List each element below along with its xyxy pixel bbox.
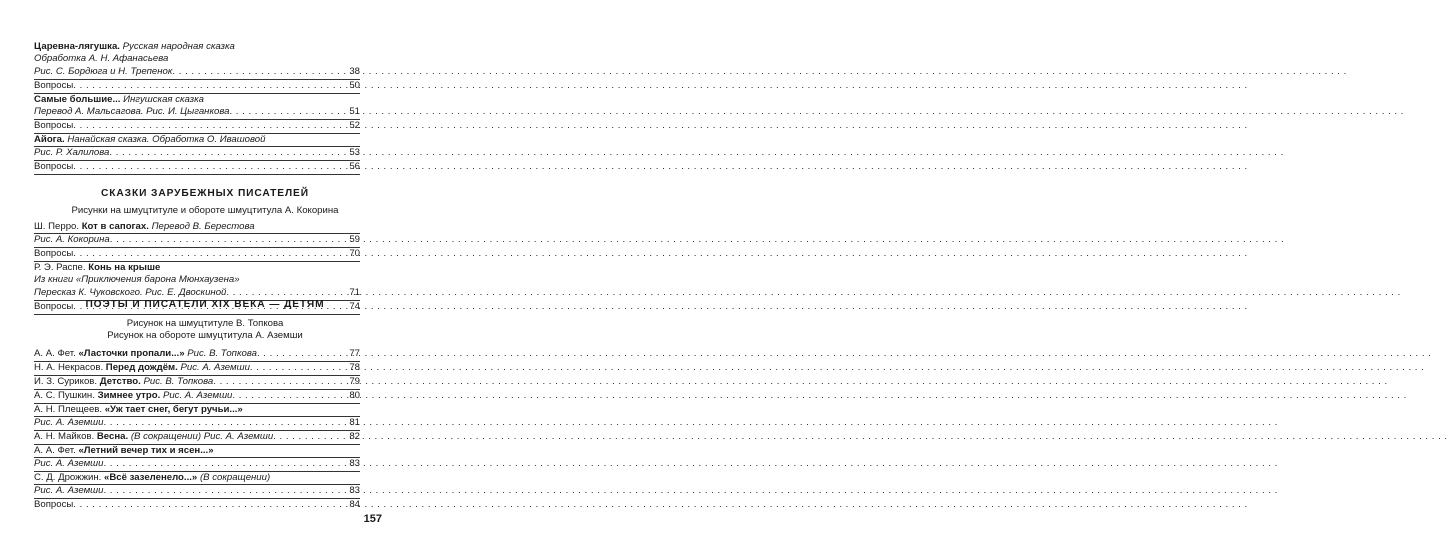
entry-title: Перед дождём. — [105, 362, 178, 373]
entry-page: 53 — [349, 147, 360, 158]
questions-label: Вопросы — [34, 161, 74, 172]
entry-title: «Всё зазеленело...» — [103, 472, 198, 483]
toc-entry-title[interactable] — [34, 94, 360, 106]
dot-leader — [103, 458, 347, 470]
entry-author: А. Н. Плещеев. — [34, 404, 103, 415]
toc-entry-illustration[interactable] — [34, 458, 360, 470]
toc-entry-questions[interactable] — [34, 80, 360, 92]
entry-page: 83 — [349, 458, 360, 469]
entry-title: «Летний вечер тих и ясен...» — [78, 445, 214, 456]
entry-retelling: Пересказ К. Чуковского. Рис. Е. Двоскиной — [34, 287, 227, 298]
dot-leader — [172, 66, 347, 78]
toc-entry-source — [34, 274, 360, 286]
entry-page: 79 — [349, 376, 360, 387]
questions-label: Вопросы — [34, 80, 74, 91]
entry-page: 52 — [349, 120, 360, 131]
contents-page — [0, 0, 410, 553]
section-heading: СКАЗКИ ЗАРУБЕЖНЫХ ПИСАТЕЛЕЙ — [101, 188, 309, 199]
questions-label: Вопросы — [34, 248, 74, 259]
entry-page: 50 — [349, 80, 360, 91]
entry-page: 80 — [349, 390, 360, 401]
entry-note: (В сокращении) — [130, 431, 202, 442]
entry-page: 38 — [349, 66, 360, 77]
entry-title: Самые большие... — [34, 94, 121, 105]
toc-entry-illustration[interactable] — [34, 417, 360, 429]
dot-leader — [229, 106, 347, 118]
entry-page: 71 — [349, 287, 360, 298]
entry-divider — [34, 314, 360, 315]
dot-leader — [213, 376, 347, 388]
toc-entry-title[interactable] — [34, 41, 360, 53]
entry-illustrator: Рис. А. Аземши — [180, 362, 250, 373]
entry-divider — [34, 174, 360, 175]
questions-label: Вопросы — [34, 120, 74, 131]
entry-note: (В сокращении) — [199, 472, 271, 483]
toc-entry[interactable] — [34, 348, 360, 360]
dot-leader — [226, 287, 347, 299]
entry-subtitle: Ингушская сказка — [123, 94, 204, 105]
section-note: Рисунок на шмуцтитуле В. Топкова — [126, 318, 284, 329]
entry-adaptation: Обработка А. Н. Афанасьева — [34, 53, 169, 64]
questions-label: Вопросы — [34, 499, 74, 510]
toc-entry-questions[interactable] — [34, 120, 360, 132]
toc-entry-title[interactable] — [34, 472, 360, 484]
entry-illustrator: Рис. Р. Халилова — [34, 147, 110, 158]
entry-title: Конь на крыше — [88, 262, 161, 273]
entry-page: 83 — [349, 485, 360, 496]
toc-entry-illustration[interactable] — [34, 234, 360, 246]
entry-page: 82 — [349, 431, 360, 442]
entry-title: Зимнее утро. — [97, 390, 161, 401]
entry-illustrator: Рис. В. Топкова — [187, 348, 257, 359]
entry-illustrator: Рис. В. Топкова — [143, 376, 214, 387]
dot-leader — [109, 147, 347, 159]
entry-subtitle: Нанайская сказка. Обработка О. Ивашовой — [67, 134, 266, 145]
toc-entry-questions[interactable] — [34, 161, 360, 173]
dot-leader — [103, 485, 347, 497]
toc-entry-illustration[interactable] — [34, 147, 360, 159]
entry-author: А. А. Фет. — [34, 348, 76, 359]
toc-entry[interactable] — [34, 390, 360, 402]
toc-entry-title[interactable] — [34, 262, 360, 274]
toc-entry-title[interactable] — [34, 221, 360, 233]
entry-illustrator: Рис. А. Аземши — [162, 390, 233, 401]
section-note: Рисунки на шмуцтитуле и обороте шмуцтитула А. Кокорина — [71, 205, 339, 216]
dot-leader — [73, 248, 347, 260]
toc-entry-title[interactable] — [34, 404, 360, 416]
entry-page: 84 — [349, 499, 360, 510]
page-number: 157 — [363, 513, 382, 525]
dot-leader — [257, 348, 347, 360]
toc-entry-translation[interactable] — [34, 106, 360, 118]
toc-entry-illustration[interactable] — [34, 485, 360, 497]
dot-leader — [73, 161, 347, 173]
entry-author: А. С. Пушкин. — [34, 390, 95, 401]
entry-illustrator: Рис. А. Аземши — [34, 417, 104, 428]
entry-page: 81 — [349, 417, 360, 428]
entry-author: А. Н. Майков. — [34, 431, 95, 442]
entry-illustrator: Рис. А. Аземши — [34, 458, 104, 469]
entry-illustrator: Рис. А. Аземши — [34, 485, 104, 496]
entry-title: Детство. — [99, 376, 141, 387]
entry-author: Ш. Перро. — [34, 221, 80, 232]
entry-author: И. З. Суриков. — [34, 376, 98, 387]
entry-illustrator: Рис. А. Кокорина — [34, 234, 110, 245]
toc-entry-adaptation — [34, 53, 360, 65]
dot-leader — [250, 362, 347, 374]
entry-page: 59 — [349, 234, 360, 245]
dot-leader — [73, 120, 347, 132]
entry-title: Айога. — [34, 134, 65, 145]
dot-leader — [103, 417, 347, 429]
toc-entry-title[interactable] — [34, 445, 360, 457]
dot-leader — [73, 80, 347, 92]
entry-title: Царевна-лягушка. — [34, 41, 120, 52]
toc-entry-retelling[interactable] — [34, 287, 360, 299]
entry-page: 78 — [349, 362, 360, 373]
entry-page: 51 — [349, 106, 360, 117]
section-note: Рисунок на обороте шмуцтитула А. Аземши — [107, 330, 303, 341]
toc-entry[interactable] — [34, 431, 360, 443]
entry-title: Кот в сапогах. — [81, 221, 149, 232]
dot-leader — [110, 234, 348, 246]
toc-entry[interactable] — [34, 376, 360, 388]
dot-leader — [273, 431, 347, 443]
dot-leader — [232, 390, 347, 402]
entry-subtitle: Русская народная сказка — [122, 41, 235, 52]
entry-author: С. Д. Дрожжин. — [34, 472, 102, 483]
toc-entry-questions[interactable] — [34, 248, 360, 260]
section-heading: ПОЭТЫ И ПИСАТЕЛИ XIX ВЕКА — ДЕТЯМ — [85, 299, 325, 310]
entry-author: А. А. Фет. — [34, 445, 76, 456]
entry-illustrator: Рис. А. Аземши — [203, 431, 274, 442]
entry-illustrator: Рис. С. Бордюга и Н. Трепенок — [34, 66, 173, 77]
entry-page: 70 — [349, 248, 360, 259]
entry-author: Р. Э. Распе. — [34, 262, 86, 273]
dot-leader — [73, 499, 347, 511]
toc-entry-title[interactable] — [34, 134, 360, 146]
entry-author: Н. А. Некрасов. — [34, 362, 104, 373]
questions-label: Вопросы — [34, 301, 74, 312]
entry-title: Весна. — [96, 431, 129, 442]
entry-page: 74 — [349, 301, 360, 312]
toc-entry[interactable] — [34, 362, 360, 374]
entry-translation: Перевод А. Мальсагова. Рис. И. Цыганкова — [34, 106, 230, 117]
entry-source: Из книги «Приключения барона Мюнхаузена» — [34, 274, 240, 285]
entry-title: «Уж тает снег, бегут ручьи...» — [104, 404, 243, 415]
toc-entry-illustration[interactable] — [34, 66, 360, 78]
entry-page: 77 — [349, 348, 360, 359]
toc-entry-questions[interactable] — [34, 499, 360, 511]
entry-title: «Ласточки пропали...» — [78, 348, 185, 359]
entry-page: 56 — [349, 161, 360, 172]
entry-translation: Перевод В. Берестова — [151, 221, 255, 232]
